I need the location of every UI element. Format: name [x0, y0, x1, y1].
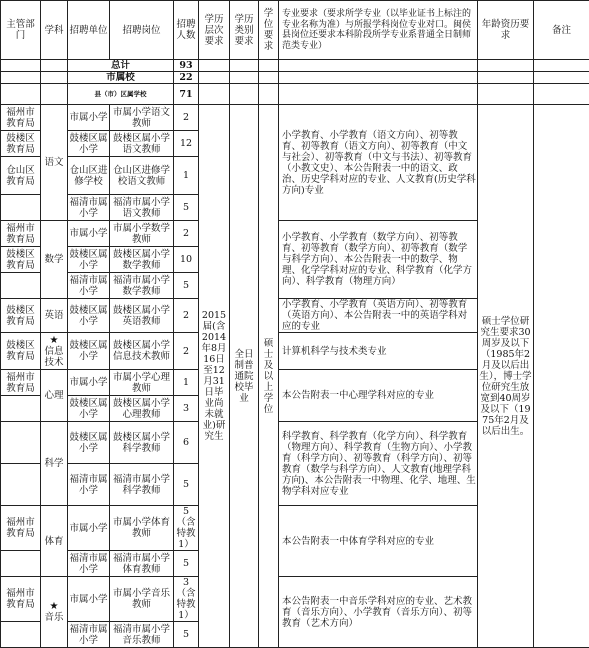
row-post: 福清市属小学科学教师	[110, 464, 174, 506]
row-dept: 福州市教育局	[1, 577, 41, 622]
header-dept: 主管部门	[1, 1, 41, 60]
row-count: 2	[174, 299, 199, 333]
row-dept	[1, 273, 41, 299]
subject-it: 信息技术	[44, 346, 63, 368]
row-count: 6	[174, 422, 199, 464]
note-cell	[534, 105, 589, 648]
subject-music-cell	[41, 577, 68, 648]
row-post: 市属小学语文教师	[110, 105, 174, 131]
subject-psych: 心理	[41, 370, 68, 422]
major-psych: 本公告附表一中心理学科对应的专业	[279, 370, 478, 422]
row-post: 鼓楼区属小学心理教师	[110, 396, 174, 422]
row-dept	[1, 464, 41, 506]
table-row	[1, 105, 589, 131]
header-degree: 学位要求	[259, 1, 279, 60]
row-unit: 仓山区进修学校	[68, 157, 110, 195]
row-post: 福清市属小学体育教师	[110, 551, 174, 577]
summary-label-total: 总计	[68, 60, 174, 72]
star-icon: ★	[50, 601, 59, 612]
major-chinese: 小学教育、小学教育（语文方向）、初等教育、初等教育（语文方向）、初等教育（中文与社会）、初等教育（中文与书法）、初等教育（小教文史）、本公告附表一中的语文、政治、历史学科对应的专业、人文教育(历史学科方向)专业	[279, 105, 478, 221]
row-post: 市属小学心理教师	[110, 370, 174, 396]
row-dept	[1, 551, 41, 577]
summary-value-county: 71	[174, 84, 199, 105]
row-unit: 鼓楼区属小学	[68, 247, 110, 273]
header-note: 备注	[534, 1, 589, 60]
row-unit: 鼓楼区属小学	[68, 333, 110, 370]
row-count: 5	[174, 551, 199, 577]
header-post: 招聘岗位	[110, 1, 174, 60]
row-unit: 福清市属小学	[68, 551, 110, 577]
row-count: 5（含特教1）	[174, 506, 199, 551]
row-dept: 仓山区教育局	[1, 157, 41, 195]
row-unit: 市属小学	[68, 105, 110, 131]
row-unit: 福清市属小学	[68, 195, 110, 221]
row-unit: 鼓楼区属小学	[68, 422, 110, 464]
row-post: 鼓楼区属小学科学教师	[110, 422, 174, 464]
major-pe: 本公告附表一中体育学科对应的专业	[279, 506, 478, 577]
row-unit: 福清市属小学	[68, 273, 110, 299]
row-dept: 鼓楼区教育局	[1, 131, 41, 157]
shared-level: 2015届(含2014年8月16日至12月31日毕业尚未就业)研究生	[199, 105, 230, 648]
subject-english: 英语	[41, 299, 68, 333]
header-count: 招聘人数	[174, 1, 199, 60]
row-dept	[1, 422, 41, 464]
summary-value-total: 93	[174, 60, 199, 72]
row-dept: 福州市教育局	[1, 221, 41, 247]
row-post: 鼓楼区属小学语文教师	[110, 131, 174, 157]
row-dept: 福州市教育局	[1, 506, 41, 551]
row-unit: 福清市属小学	[68, 622, 110, 648]
row-post: 鼓楼区属小学信息技术教师	[110, 333, 174, 370]
row-dept: 福州市教育局	[1, 105, 41, 131]
row-dept	[1, 622, 41, 648]
summary-label-city: 市属校	[68, 72, 174, 84]
summary-row-total	[1, 60, 589, 72]
row-post: 鼓楼区属小学数学教师	[110, 247, 174, 273]
summary-value-city: 22	[174, 72, 199, 84]
subject-science: 科学	[41, 422, 68, 506]
row-count: 2	[174, 105, 199, 131]
major-science: 科学教育、科学教育（化学方向）、科学教育（物理方向）、科学教育（生物方向）、小学教育（科学方向）、初等教育（科学方向）、初等教育（数学与科学方向）、人文教育(地理学科方向)、本公告附表一中物理、化学、地理、生物学科对应专业	[279, 422, 478, 506]
header-age: 年龄资历要求	[478, 1, 534, 60]
shared-age: 硕士学位研究生要求30周岁及以下（1985年2月及以后出生），博士学位研究生放宽到40周岁及以下（1975年2月及以后出生。	[478, 105, 534, 648]
major-math: 小学教育、小学教育（数学方向）、初等教育、初等教育（数学方向）、初等教育（数学与科学方向）、本公告附表一中的数学、物理、化学学科对应的专业、科学教育（化学方向）、科学教育（物理方向）	[279, 221, 478, 299]
row-dept: 福州市教育局	[1, 370, 41, 396]
row-count: 3（含特教1）	[174, 577, 199, 622]
row-post: 福清市属小学语文教师	[110, 195, 174, 221]
row-post: 福清市属小学音乐教师	[110, 622, 174, 648]
row-count: 5	[174, 464, 199, 506]
row-unit: 市属小学	[68, 221, 110, 247]
row-unit: 市属小学	[68, 577, 110, 622]
subject-it-cell	[41, 333, 68, 370]
row-dept: 鼓楼区教育局	[1, 299, 41, 333]
subject-chinese: 语文	[41, 105, 68, 221]
row-post: 仓山区进修学校语文教师	[110, 157, 174, 195]
row-unit: 鼓楼区属小学	[68, 131, 110, 157]
major-music: 本公告附表一中音乐学科对应的专业、艺术教育（音乐方向）、小学教育（音乐方向）、初等教育（艺术方向）	[279, 577, 478, 648]
star-icon: ★	[50, 335, 59, 346]
row-unit: 市属小学	[68, 370, 110, 396]
summary-row-county	[1, 84, 589, 105]
row-dept: 鼓楼区教育局	[1, 333, 41, 370]
summary-row-city	[1, 72, 589, 84]
row-post: 市属小学体育教师	[110, 506, 174, 551]
major-english: 小学教育、小学教育（英语方向）、初等教育（英语方向）、本公告附表一中的英语学科对应的专业	[279, 299, 478, 333]
shared-type: 全日制普通院校毕业	[230, 105, 259, 648]
row-unit: 鼓楼区属小学	[68, 396, 110, 422]
header-type: 学历类别要求	[230, 1, 259, 60]
row-post: 鼓楼区属小学英语教师	[110, 299, 174, 333]
subject-math: 数学	[41, 221, 68, 299]
row-count: 5	[174, 195, 199, 221]
subject-music: 音乐	[44, 612, 63, 623]
header-subject: 学科	[41, 1, 68, 60]
header-level: 学历层次要求	[199, 1, 230, 60]
row-count: 5	[174, 273, 199, 299]
row-post: 市属小学音乐教师	[110, 577, 174, 622]
major-it: 计算机科学与技术类专业	[279, 333, 478, 370]
row-count: 1	[174, 370, 199, 396]
row-count: 5	[174, 622, 199, 648]
row-unit: 福清市属小学	[68, 464, 110, 506]
header-unit: 招聘单位	[68, 1, 110, 60]
row-count: 10	[174, 247, 199, 273]
row-post: 市属小学数学教师	[110, 221, 174, 247]
row-dept: 鼓楼区教育局	[1, 247, 41, 273]
row-count: 1	[174, 157, 199, 195]
summary-label-county: 县（市）区属学校	[68, 84, 174, 105]
row-count: 2	[174, 333, 199, 370]
row-count: 12	[174, 131, 199, 157]
row-unit: 市属小学	[68, 506, 110, 551]
row-unit: 鼓楼区属小学	[68, 299, 110, 333]
row-dept	[1, 396, 41, 422]
header-major: 专业要求（要求所学专业（以毕业证书上标注的专业名称为准）与所报学科岗位专业对口。闽侯县岗位还要求本科阶段所学专业系普通全日制师范类专业）	[279, 1, 478, 60]
row-post: 福清市属小学数学教师	[110, 273, 174, 299]
row-dept	[1, 195, 41, 221]
subject-pe: 体育	[41, 506, 68, 577]
shared-degree: 硕士及以上学位	[259, 105, 279, 648]
row-count: 3	[174, 396, 199, 422]
row-count: 2	[174, 221, 199, 247]
header-row	[1, 1, 589, 60]
